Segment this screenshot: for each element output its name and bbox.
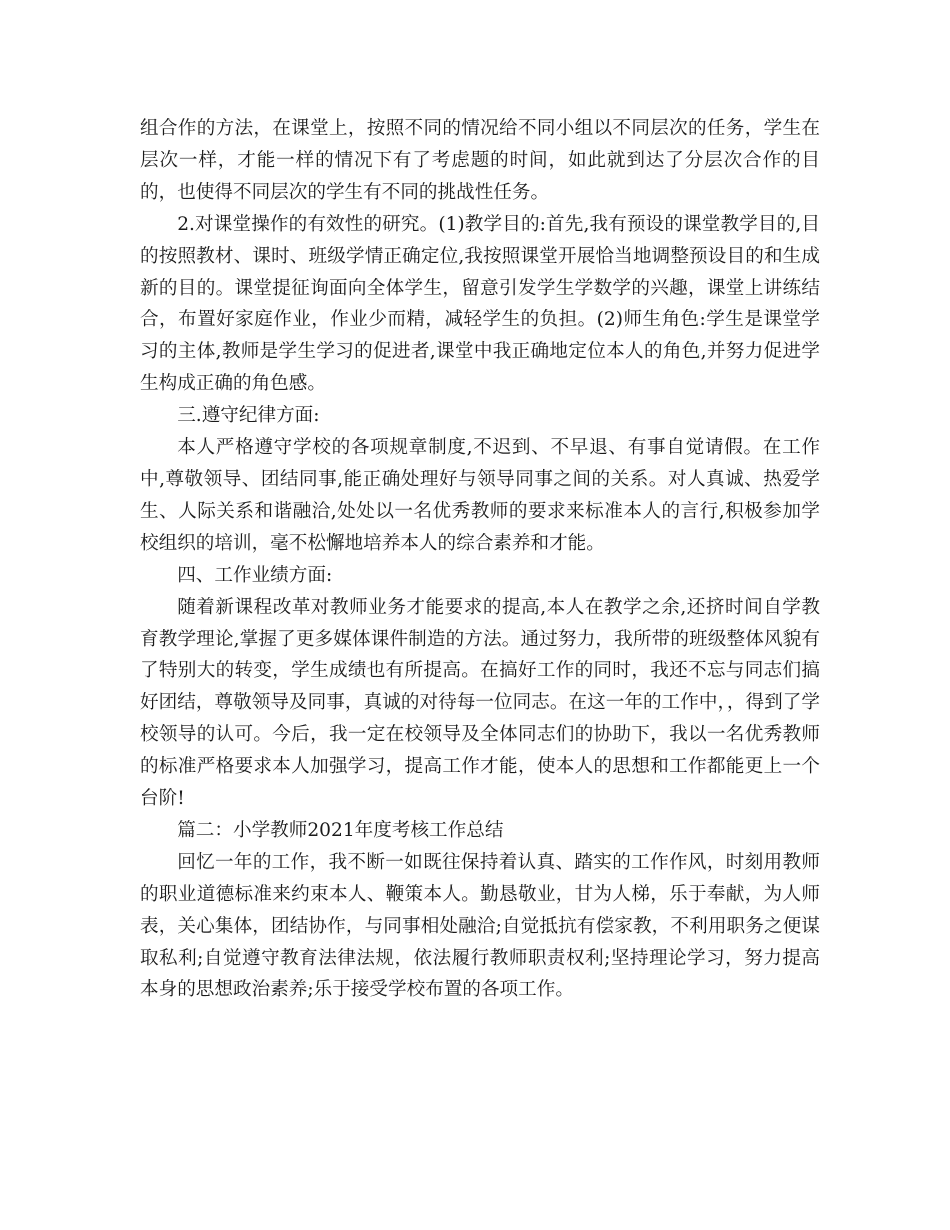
section-heading-achievements: 四、工作业绩方面: — [177, 564, 333, 586]
paragraph-continuation: 组合作的方法，在课堂上，按照不同的情况给不同小组以不同层次的任务，学生在层次一样，才能一样的情况下有了考虑题的时间，如此就到达了分层次合作的目的，也使得不同层次的学生有不同的挑战性任务。 — [140, 118, 820, 203]
paragraph-review: 回忆一年的工作，我不断一如既往保持着认真、踏实的工作作风，时刻用教师的职业道德标准来约束本人、鞭策本人。勤恳敬业，甘为人梯，乐于奉献，为人师表，关心集体，团结协作，与同事相处融洽;自觉抵抗有偿家教，不利用职务之便谋取私利;自觉遵守教育法律法规，依法履行教师职责权利;坚持理论学习，努力提高本身的思想政治素养;乐于接受学校布置的各项工作。 — [140, 851, 820, 1001]
section-heading-discipline: 三.遵守纪律方面: — [177, 405, 320, 427]
paragraph-achievements: 随着新课程改革对教师业务才能要求的提高,本人在教学之余,还挤时间自学教育教学理论,掌握了更多媒体课件制造的方法。通过努力，我所带的班级整体风貌有了特别大的转变，学生成绩也有所提高。在搞好工作的同时，我还不忘与同志们搞好团结，尊敬领导及同事，真诚的对待每一位同志。在这一年的工作中，，得到了学校领导的认可。今后，我一定在校领导及全体同志们的协助下，我以一名优秀教师的标准严格要求本人加强学习，提高工作才能，使本人的思想和工作都能更上一个台阶! — [140, 596, 820, 810]
article-title-part-two: 篇二：小学教师2021年度考核工作总结 — [177, 819, 504, 841]
paragraph-classroom-effectiveness: 2.对课堂操作的有效性的研究。(1)教学目的:首先,我有预设的课堂教学目的,目的按照教材、课时、班级学情正确定位,我按照课堂开展恰当地调整预设目的和生成新的目的。课堂提征询面向全体学生，留意引发学生学数学的兴趣，课堂上讲练结合，布置好家庭作业，作业少而精，减轻学生的负担。(2)师生角色:学生是课堂学习的主体,教师是学生学习的促进者,课堂中我正确地定位本人的角色,并努力促进学生构成正确的角色感。 — [140, 213, 820, 395]
document-body — [140, 113, 820, 1006]
paragraph-discipline: 本人严格遵守学校的各项规章制度,不迟到、不早退、有事自觉请假。在工作中,尊敬领导、团结同事,能正确处理好与领导同事之间的关系。对人真诚、热爱学生、人际关系和谐融洽,处处以一名优秀教师的要求来标准本人的言行,积极参加学校组织的培训，毫不松懈地培养本人的综合素养和才能。 — [140, 437, 820, 554]
